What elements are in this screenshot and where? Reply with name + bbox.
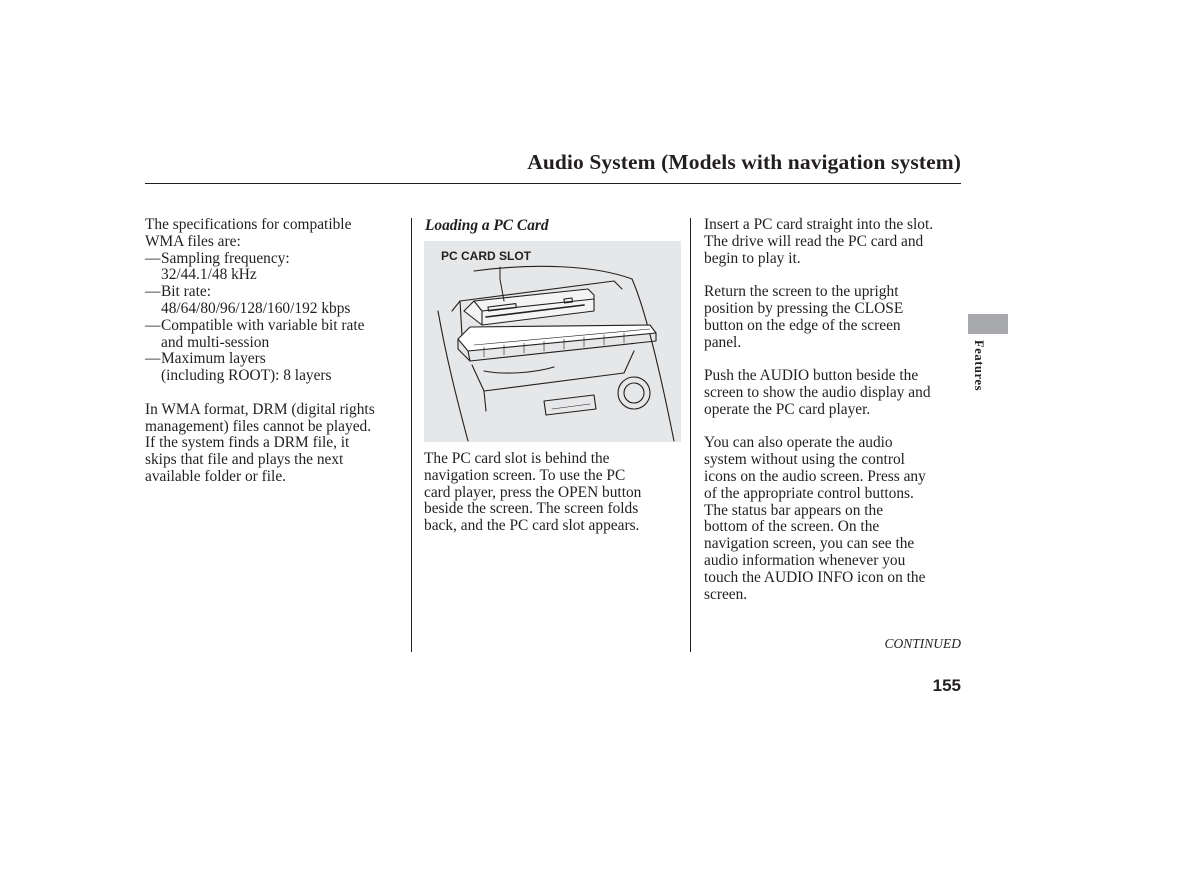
continued-label: CONTINUED — [884, 636, 961, 651]
text-line: bottom of the screen. On the — [704, 518, 880, 536]
text-line: touch the AUDIO INFO icon on the — [704, 568, 926, 586]
section-tab-label: Features — [972, 340, 986, 392]
text-line: operate the PC card player. — [704, 400, 871, 418]
dash-bullet: — — [145, 316, 161, 334]
page-title: Audio System (Models with navigation system) — [527, 150, 961, 174]
text-line: 32/44.1/48 kHz — [161, 266, 257, 284]
text-line: (including ROOT): 8 layers — [161, 367, 332, 385]
spec-item-vbr — [145, 318, 407, 352]
text-line: audio information whenever you — [704, 551, 906, 569]
text-line: screen to show the audio display and — [704, 383, 931, 401]
text-line: Bit rate: — [161, 283, 212, 301]
text-line: Insert a PC card straight into the slot. — [704, 216, 934, 233]
text-line: icons on the audio screen. Press any — [704, 467, 926, 485]
text-line: navigation screen, you can see the — [704, 535, 915, 553]
text-line: skips that file and plays the next — [145, 451, 344, 469]
figure-label: PC CARD SLOT — [441, 249, 531, 263]
text-line: button on the edge of the screen — [704, 316, 901, 334]
text-line: The PC card slot is behind the — [424, 450, 610, 467]
text-line: and multi-session — [161, 333, 270, 351]
text-line: Push the AUDIO button beside the — [704, 367, 919, 385]
section-heading: Loading a PC Card — [425, 217, 549, 234]
pc-card-slot-figure — [424, 241, 681, 442]
header-rule — [145, 183, 961, 184]
dash-bullet: — — [145, 283, 161, 301]
text-line: 48/64/80/96/128/160/192 kbps — [161, 299, 351, 317]
text-line: begin to play it. — [704, 249, 801, 267]
text-line: position by pressing the CLOSE — [704, 299, 904, 317]
section-tab — [968, 314, 1008, 334]
text-line: The status bar appears on the — [704, 501, 884, 519]
column-2-text — [424, 451, 686, 535]
text-line: back, and the PC card slot appears. — [424, 517, 640, 535]
column-divider-left — [411, 218, 412, 652]
text-line: You can also operate the audio — [704, 434, 893, 452]
dash-bullet: — — [145, 249, 161, 267]
column-1 — [145, 217, 407, 486]
text-line: navigation screen. To use the PC — [424, 466, 626, 484]
text-line: system without using the control — [704, 451, 905, 469]
text-line: Sampling frequency: — [161, 249, 290, 267]
spec-item-layers — [145, 351, 407, 385]
text-line: WMA files are: — [145, 232, 241, 250]
column-divider-right — [690, 218, 691, 652]
text-line: Maximum layers — [161, 350, 266, 368]
text-line: The drive will read the PC card and — [704, 232, 924, 250]
text-line: In WMA format, DRM (digital rights — [145, 400, 375, 418]
text-line: card player, press the OPEN button — [424, 483, 642, 501]
text-line: Return the screen to the upright — [704, 283, 899, 301]
text-line: of the appropriate control buttons. — [704, 484, 914, 502]
text-line: available folder or file. — [145, 467, 287, 485]
text-line: panel. — [704, 333, 742, 351]
column-3 — [704, 217, 966, 603]
pc-card-slot-illustration — [424, 241, 681, 442]
text-line: If the system finds a DRM file, it — [145, 434, 350, 452]
page-number: 155 — [932, 676, 961, 695]
text-line: The specifications for compatible — [145, 216, 352, 233]
text-line: Compatible with variable bit rate — [161, 316, 365, 334]
dash-bullet: — — [145, 350, 161, 368]
text-line: management) files cannot be played. — [145, 417, 372, 435]
spec-item-bitrate — [145, 284, 407, 318]
text-line: beside the screen. The screen folds — [424, 500, 639, 518]
spec-item-sampling — [145, 251, 407, 285]
text-line: screen. — [704, 585, 748, 603]
